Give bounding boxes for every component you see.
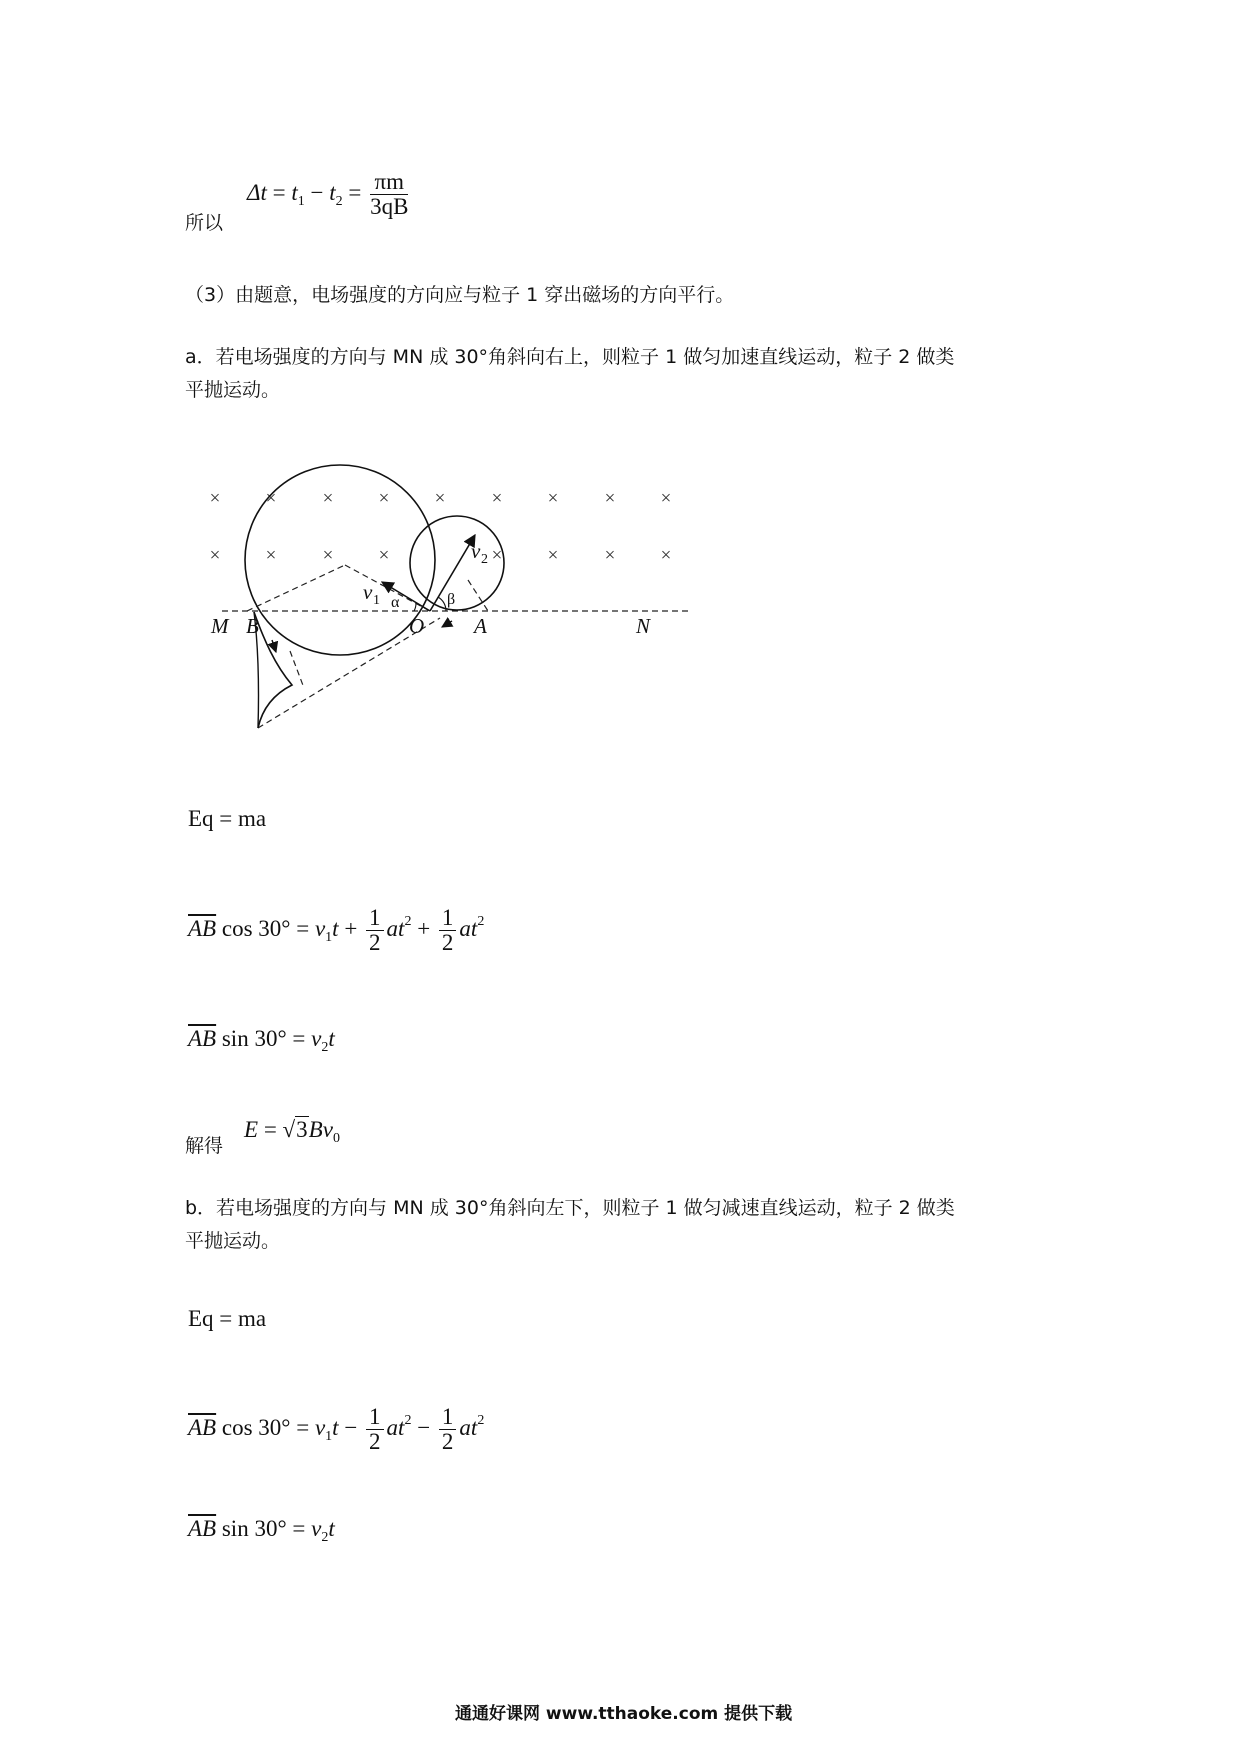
segment-ab: $\overline{AB}$ [188, 915, 217, 941]
case-b-line-1: b．若电场强度的方向与 MN 成 30°角斜向左下，则粒子 1 做匀减速直线运动，粒子 2 做类 [185, 1197, 955, 1219]
fraction-half [439, 1405, 457, 1454]
eq-lhs: Δt [247, 179, 267, 205]
velocity-subscript: 2 [321, 1040, 329, 1055]
label-v2-sub: 2 [481, 552, 488, 567]
fraction-half [366, 906, 384, 955]
exponent: 2 [404, 913, 412, 929]
field-symbol-b: B [308, 1117, 323, 1142]
eq-t1: t [291, 179, 298, 205]
at-term: at [386, 1414, 405, 1440]
radius-line [247, 565, 345, 611]
trajectory-diagram [195, 440, 715, 740]
case-a-line-2: 平抛运动。 [185, 379, 281, 401]
field-cross: × [491, 488, 503, 509]
field-cross: × [209, 488, 221, 509]
time-symbol: t [328, 1516, 335, 1541]
exponent: 2 [477, 913, 485, 929]
fraction-denominator: 2 [441, 1429, 454, 1454]
field-cross: × [434, 488, 446, 509]
page-footer: 通通好课网 www.tthaoke.com 提供下载 [455, 1704, 793, 1724]
case-a-eq-parallel: $\overline{AB}$ $\cos 30^\circ = v_1t$ + $\frac{1}{2}$ $at^2$ + $\frac{1}{2}$ $at^2$ [188, 905, 485, 955]
operator: + [417, 915, 431, 941]
field-cross: × [547, 488, 559, 509]
operator: − [417, 1414, 431, 1440]
path-arrow [442, 621, 452, 627]
eq-t1-sub: 1 [297, 193, 305, 209]
perpendicular-line [290, 651, 304, 688]
velocity-subscript: 1 [325, 1428, 333, 1444]
label-b: B [246, 614, 259, 638]
case-a-eq-force: Eq = ma [188, 806, 267, 831]
field-cross: × [209, 545, 221, 566]
eq-fraction [370, 170, 408, 219]
solve-prefix: 解得 [185, 1135, 224, 1157]
field-cross: × [378, 488, 390, 509]
segment-ab: $\overline{AB}$ [188, 1516, 217, 1541]
velocity-subscript: 0 [332, 1131, 340, 1146]
at-term: at [386, 915, 405, 941]
case-b-line-2: 平抛运动。 [185, 1230, 281, 1252]
label-v2: v [471, 539, 481, 563]
fraction-denominator: 2 [369, 1429, 381, 1454]
field-symbol-e: E [244, 1117, 259, 1142]
label-beta: β [447, 591, 456, 608]
case-a-result: $E = √3Bv_0$ [244, 1117, 340, 1146]
case-a-eq-perpendicular: $\overline{AB}$ $\sin 30^\circ = v_2t$ [188, 1026, 335, 1055]
fraction-numerator: 1 [366, 906, 384, 931]
fraction-half [366, 1405, 384, 1454]
field-cross: × [322, 545, 334, 566]
segment-ab: $\overline{AB}$ [188, 1414, 217, 1440]
magnetic-field-crosses [210, 488, 672, 566]
velocity-symbol: v [311, 1516, 322, 1541]
label-n: N [636, 614, 651, 638]
label-a: A [474, 614, 487, 638]
paragraph-3: （3）由题意，电场强度的方向应与粒子 1 穿出磁场的方向平行。 [185, 284, 735, 306]
time-symbol: t [332, 915, 339, 941]
fraction-denominator: 2 [441, 930, 454, 955]
field-cross: × [604, 488, 616, 509]
case-b-eq-parallel: $\overline{AB}$ $\cos 30^\circ = v_1t$ − $\frac{1}{2}$ $at^2$ − $\frac{1}{2}$ $at^2$ [188, 1404, 485, 1454]
at-term: at [459, 915, 478, 941]
case-b-eq-perpendicular: $\overline{AB}$ $\sin 30^\circ = v_2t$ [188, 1516, 335, 1545]
at-term: at [459, 1414, 478, 1440]
field-cross: × [322, 488, 334, 509]
label-m: M [211, 614, 229, 638]
eq-t2: t [329, 179, 336, 205]
label-alpha: α [391, 594, 400, 611]
trajectory-circle-2 [410, 516, 504, 610]
operator: − [344, 1414, 358, 1440]
trig-term: cos 30° [221, 915, 291, 941]
fraction-numerator: 1 [366, 1405, 384, 1430]
fraction-half [439, 906, 457, 955]
trig-term: sin 30° [221, 1026, 287, 1051]
trig-term: sin 30° [221, 1516, 287, 1541]
delta-t-equation: $\Delta t = t_1 - t_2$ = $\frac{\pi m}{3qB}$ [247, 169, 409, 219]
time-symbol: t [332, 1414, 339, 1440]
angle-arc-alpha [414, 603, 416, 611]
fraction-denominator: 2 [369, 930, 381, 955]
case-b-eq-force: Eq = ma [188, 1306, 267, 1331]
label-v1: v [363, 580, 373, 604]
velocity-subscript: 1 [325, 929, 333, 945]
velocity-vector-v1 [382, 582, 430, 611]
field-cross: × [378, 545, 390, 566]
velocity-symbol: v [322, 1117, 333, 1142]
operator: + [344, 915, 358, 941]
fraction-numerator: 1 [439, 1405, 457, 1430]
velocity-symbol: v [314, 915, 326, 941]
field-cross: × [660, 488, 672, 509]
conclusion-prefix: 所以 [185, 212, 224, 234]
eq-t2-sub: 2 [335, 193, 343, 209]
field-cross: × [265, 488, 277, 509]
path-arrow [272, 640, 276, 652]
eq-fraction-numerator: πm [370, 170, 408, 195]
time-symbol: t [328, 1026, 335, 1051]
field-cross: × [604, 545, 616, 566]
field-cross: × [265, 545, 277, 566]
field-cross: × [660, 545, 672, 566]
velocity-symbol: v [311, 1026, 322, 1051]
field-cross: × [547, 545, 559, 566]
fraction-numerator: 1 [439, 906, 457, 931]
velocity-subscript: 2 [321, 1530, 329, 1545]
eq-fraction-denominator: 3qB [370, 194, 409, 219]
sqrt-radicand: 3 [296, 1117, 308, 1142]
field-cross: × [491, 545, 503, 566]
radius-line [468, 580, 488, 611]
segment-ab: $\overline{AB}$ [188, 1026, 217, 1051]
exponent: 2 [477, 1412, 485, 1428]
label-o: O [409, 614, 425, 638]
velocity-symbol: v [314, 1414, 326, 1440]
case-a-line-1: a．若电场强度的方向与 MN 成 30°角斜向右上，则粒子 1 做匀加速直线运动，粒子 2 做类 [185, 346, 955, 368]
exponent: 2 [404, 1412, 412, 1428]
label-v1-sub: 1 [373, 593, 380, 608]
trig-term: cos 30° [221, 1414, 291, 1440]
